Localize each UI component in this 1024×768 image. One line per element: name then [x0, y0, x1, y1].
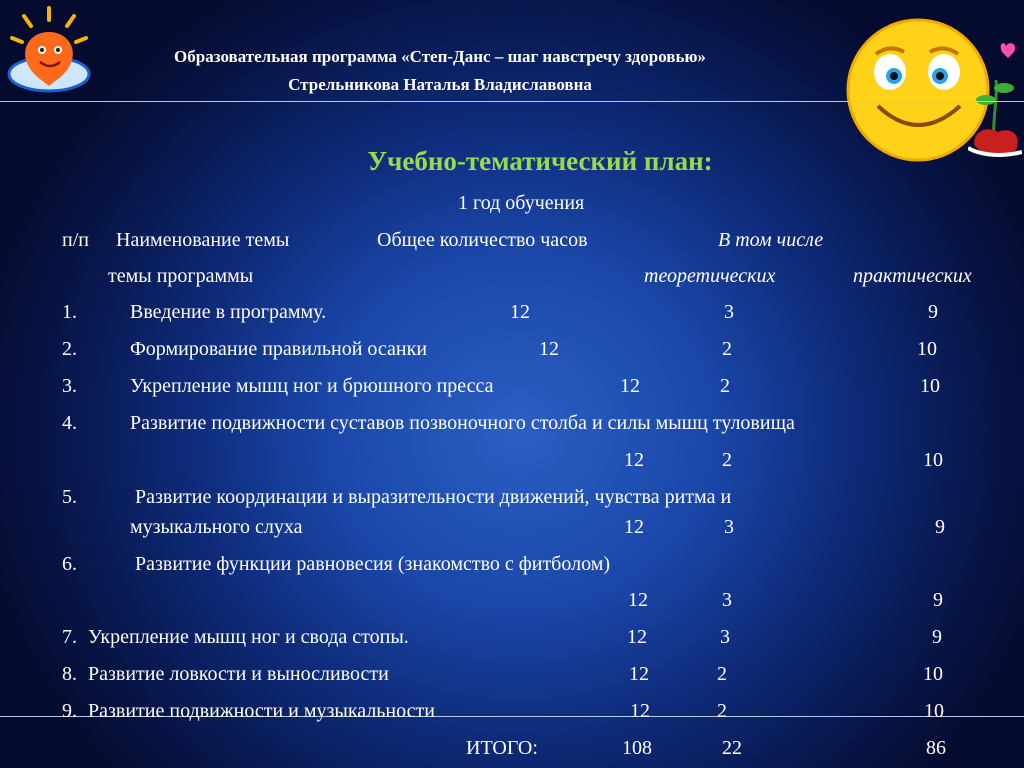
heart-plant-icon	[968, 40, 1022, 160]
row-theory: 3	[724, 301, 734, 323]
row-theory: 2	[717, 663, 727, 685]
row-name: Развитие подвижности и музыкальности	[88, 700, 435, 722]
row-practice: 9	[935, 516, 945, 538]
row-practice: 9	[932, 626, 942, 648]
col-including-header: В том числе	[718, 229, 824, 251]
col-num-header: п/п	[62, 229, 89, 251]
row-practice: 10	[923, 663, 943, 685]
total-hours: 108	[622, 737, 652, 759]
row-total: 12	[630, 700, 650, 722]
row-theory: 3	[720, 626, 730, 648]
row-name: Формирование правильной осанки	[130, 338, 428, 360]
total-theory: 22	[722, 737, 742, 759]
col-practice-header: практических	[853, 265, 972, 287]
row-total: 12	[539, 338, 559, 360]
row-total: 12	[624, 449, 644, 471]
row-practice: 10	[923, 449, 943, 471]
row-num: 5.	[62, 486, 77, 508]
row-practice: 10	[920, 375, 940, 397]
row-num: 4.	[62, 412, 77, 434]
col-theory-header: теоретических	[644, 265, 776, 287]
row-name: Развитие подвижности суставов позвоночного столба и силы мышц туловища	[130, 412, 795, 434]
row-name: Укрепление мышц ног и свода стопы.	[88, 626, 409, 648]
row-name: Развитие ловкости и выносливости	[88, 663, 389, 685]
program-title: Образовательная программа «Степ-Данс – шаг навстречу здоровью»	[174, 47, 706, 66]
row-theory: 2	[720, 375, 730, 397]
row-theory: 2	[717, 700, 727, 722]
row-theory: 3	[724, 516, 734, 538]
row-theory: 2	[722, 449, 732, 471]
row-num: 6.	[62, 553, 77, 575]
row-total: 12	[510, 301, 530, 323]
row-total: 12	[620, 375, 640, 397]
row-num: 7.	[62, 626, 77, 648]
col-name-header: Наименование темы	[116, 229, 290, 251]
row-theory: 3	[722, 589, 732, 611]
row-practice: 9	[928, 301, 938, 323]
total-label: ИТОГО:	[466, 737, 538, 759]
row-practice: 10	[917, 338, 937, 360]
col-name-header-cont: темы программы	[108, 265, 254, 287]
total-practice: 86	[926, 737, 946, 759]
plan-title: Учебно-тематический план:	[367, 146, 713, 176]
row-num: 9.	[62, 700, 77, 722]
row-theory: 2	[722, 338, 732, 360]
row-total: 12	[624, 516, 644, 538]
row-name: Развитие функции равновесия (знакомство с фитболом)	[135, 553, 611, 575]
row-name: Введение в программу.	[130, 301, 327, 323]
row-total: 12	[628, 589, 648, 611]
row-practice: 10	[924, 700, 944, 722]
row-total: 12	[627, 626, 647, 648]
row-name: Развитие координации и выразительности движений, чувства ритма и	[135, 486, 732, 508]
row-total: 12	[629, 663, 649, 685]
col-total-header: Общее количество часов	[377, 229, 588, 251]
row-name-cont: музыкального слуха	[130, 516, 303, 538]
row-practice: 9	[933, 589, 943, 611]
row-name: Укрепление мышц ног и брюшного пресса	[130, 375, 494, 397]
row-num: 1.	[62, 301, 77, 323]
row-num: 8.	[62, 663, 77, 685]
author-name: Стрельникова Наталья Владиславовна	[288, 75, 592, 94]
row-num: 3.	[62, 375, 77, 397]
year-label: 1 год обучения	[458, 192, 585, 214]
row-num: 2.	[62, 338, 77, 360]
header-divider	[0, 101, 1024, 102]
